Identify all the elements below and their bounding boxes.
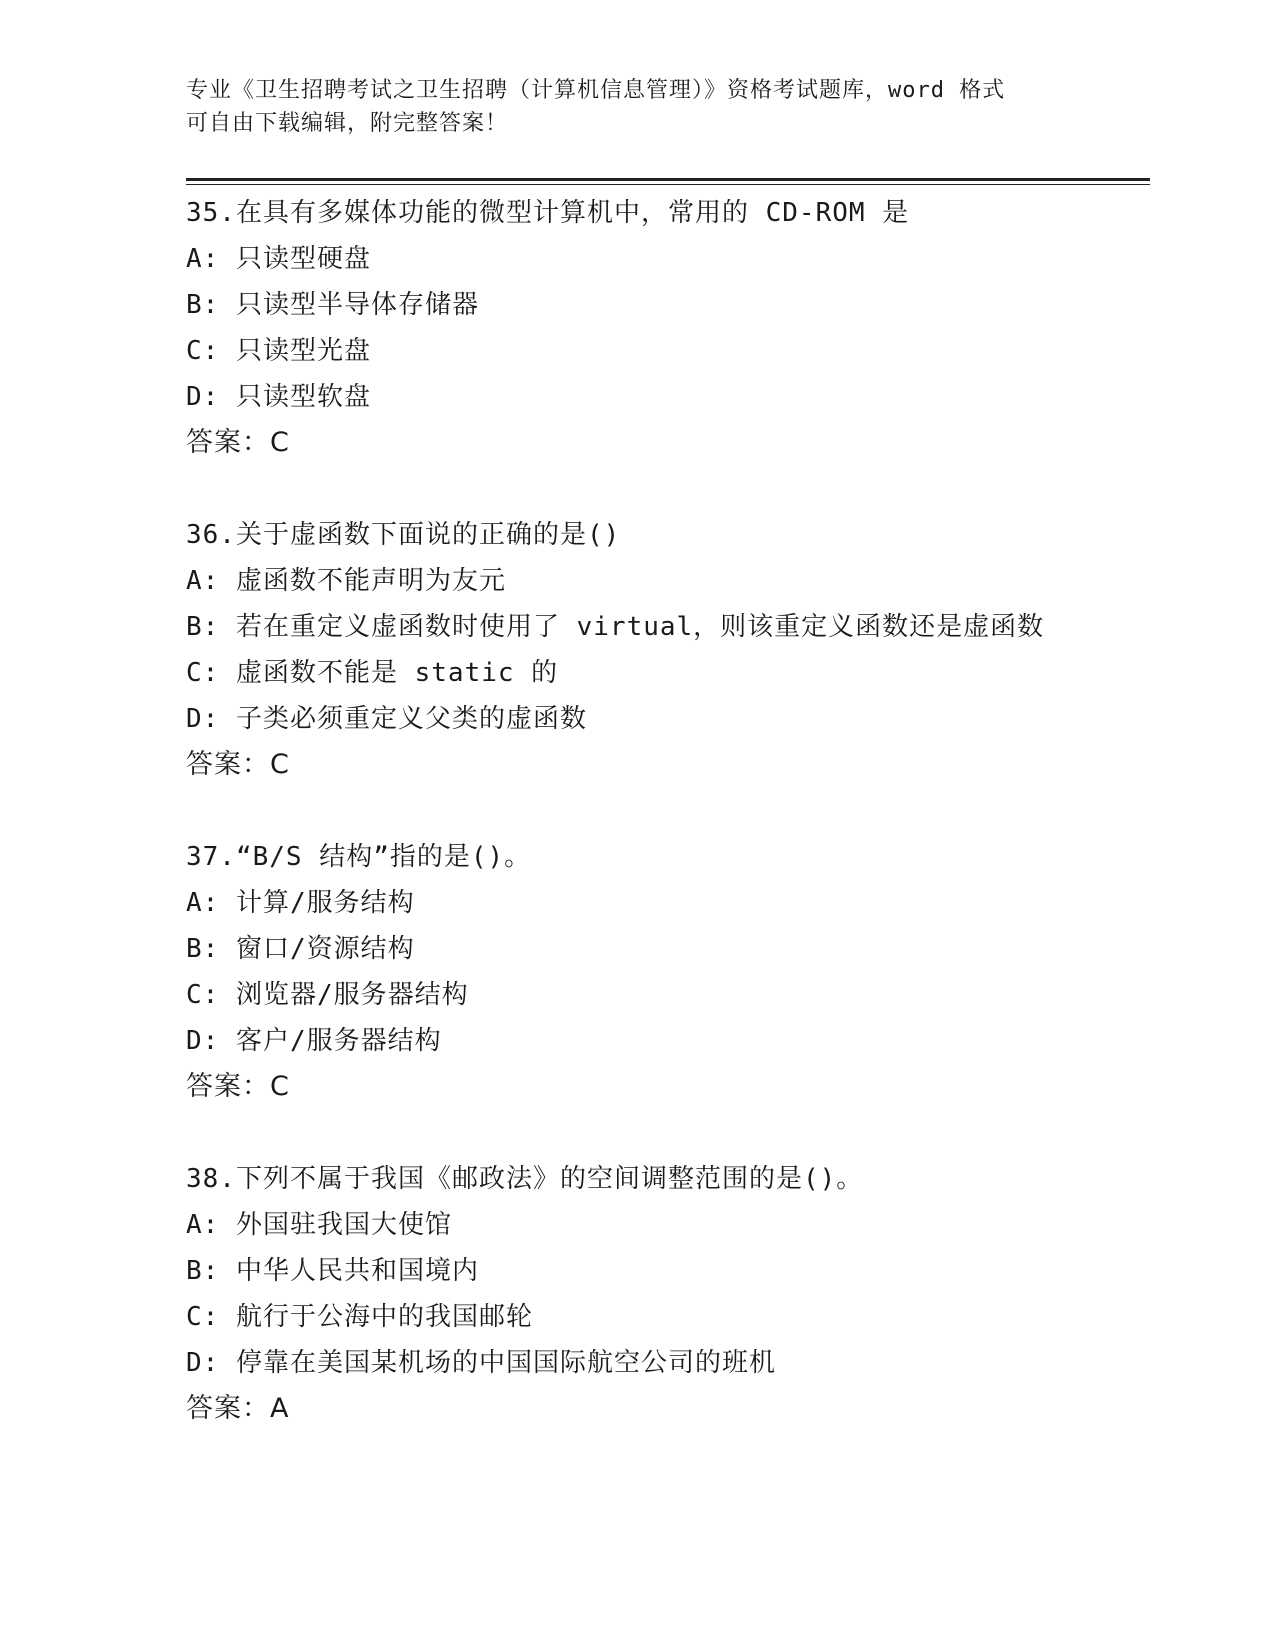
option-c: C: 虚函数不能是 static 的 [186, 658, 559, 688]
question-37 [186, 834, 1186, 1110]
question-35 [186, 190, 1186, 466]
header-divider-thin [186, 184, 1150, 185]
option-a: A: 虚函数不能声明为友元 [186, 566, 506, 596]
option-d: D: 只读型软盘 [186, 382, 371, 412]
question-stem: 35.在具有多媒体功能的微型计算机中，常用的 CD-ROM 是 [186, 198, 910, 228]
option-b: B: 若在重定义虚函数时使用了 virtual，则该重定义函数还是虚函数 [186, 612, 1045, 642]
option-c: C: 航行于公海中的我国邮轮 [186, 1302, 533, 1332]
header-line-1: 专业《卫生招聘考试之卫生招聘（计算机信息管理）》资格考试题库，word 格式 [186, 78, 1006, 103]
question-stem: 36.关于虚函数下面说的正确的是() [186, 520, 621, 550]
option-a: A: 计算/服务结构 [186, 888, 415, 918]
question-list [186, 190, 1186, 1478]
header-line-2: 可自由下载编辑，附完整答案！ [186, 111, 509, 136]
question-stem: 38.下列不属于我国《邮政法》的空间调整范围的是()。 [186, 1164, 864, 1194]
option-c: C: 浏览器/服务器结构 [186, 980, 469, 1010]
option-b: B: 中华人民共和国境内 [186, 1256, 479, 1286]
answer-line: 答案：C [186, 749, 290, 780]
header-divider-thick [186, 178, 1150, 181]
answer-line: 答案：A [186, 1393, 290, 1424]
document-header [186, 74, 1086, 140]
option-d: D: 客户/服务器结构 [186, 1026, 442, 1056]
answer-line: 答案：C [186, 1071, 290, 1102]
option-a: A: 外国驻我国大使馆 [186, 1210, 452, 1240]
option-d: D: 停靠在美国某机场的中国国际航空公司的班机 [186, 1348, 776, 1378]
question-stem: 37.“B/S 结构”指的是()。 [186, 842, 532, 872]
question-38 [186, 1156, 1186, 1432]
option-d: D: 子类必须重定义父类的虚函数 [186, 704, 587, 734]
option-b: B: 窗口/资源结构 [186, 934, 415, 964]
option-a: A: 只读型硬盘 [186, 244, 371, 274]
answer-line: 答案：C [186, 427, 290, 458]
option-b: B: 只读型半导体存储器 [186, 290, 479, 320]
option-c: C: 只读型光盘 [186, 336, 371, 366]
question-36 [186, 512, 1186, 788]
